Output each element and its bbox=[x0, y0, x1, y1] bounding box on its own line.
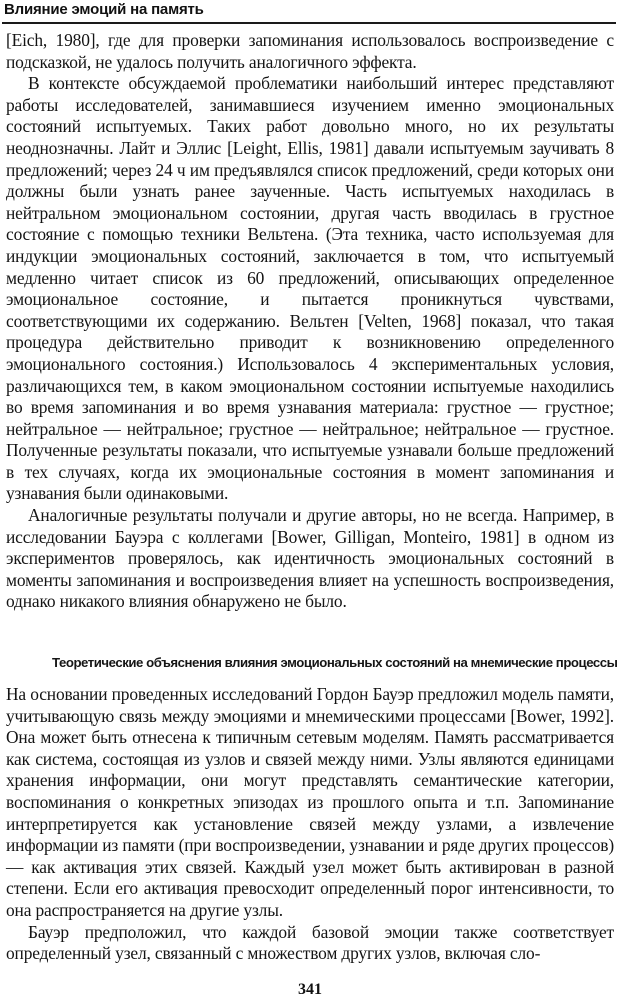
main-text-block bbox=[6, 30, 614, 613]
section-heading: Теоретические объяснения влияния эмоциональных состояний на мнемические процессы bbox=[52, 655, 618, 670]
section-text-block bbox=[6, 684, 614, 965]
running-head-title: Влияние эмоций на память bbox=[4, 1, 204, 18]
paragraph-bower-emotion-nodes: Бауэр предположил, что каждой базовой эмоции также соответствует определенный узел, связанный с множеством других узлов, включая сло- bbox=[6, 921, 614, 964]
paragraph-bower-model: На основании проведенных исследований Гордон Бауэр предложил модель памяти, учитывающую связь между эмоциями и мнемическими процессами [Bower, 1992]. Она может быть отнесена к типичным сетевым моделям. Память рассматривается как система, состоящая из узлов и связей между ними. Узлы являются единицами хранения информации, они могут представлять семантические категории, воспоминания о конкретных эпизодах из прошлого опыта и т.п. Запоминание интерпретируется как установление связей между узлами, а извлечение информации из памяти (при воспроизведении, узнавании и ряде других процессов) — как активация этих связей. Каждый узел может быть активирован в разной степени. Если его активация превосходит определенный порог интенсивности, то она распространяется на другие узлы. bbox=[6, 684, 614, 920]
page-number: 341 bbox=[298, 981, 322, 998]
paragraph-analogous-results: Аналогичные результаты получали и другие авторы, но не всегда. Например, в исследовании Бауэра с коллегами [Bower, Gilligan, Monteiro, 1981] в одном из экспериментов проверялось, как идентичность эмоциональных состояний в моменты запоминания и воспроизведения влияет на успешность воспроизведения, однако никакого влияния обнаружено не было. bbox=[6, 505, 614, 612]
paragraph-eich-continuation: [Eich, 1980], где для проверки запоминания использовалось воспроизведение с подсказкой, не удалось получить аналогичного эффекта. bbox=[6, 30, 614, 72]
paragraph-emotional-states: В контексте обсуждаемой проблематики наибольший интерес представляют работы исследователей, занимавшиеся изучением именно эмоциональных состояний испытуемых. Таких работ довольно много, но их результаты неоднозначны. Лайт и Эллис [Leight, Ellis, 1981] давали испытуемым заучивать 8 предложений; через 24 ч им предъявлялся список предложений, среди которых они должны были узнать ранее заученные. Часть испытуемых находилась в нейтральном эмоциональном состоянии, другая часть вводилась в грустное состояние с помощью техники Вельтена. (Эта техника, часто используемая для индукции эмоциональных состояний, заключается в том, что испытуемый медленно читает список из 60 предложений, описывающих определенное эмоциональное состояние, и пытается проникнуться чувствами, соответствующими их содержанию. Вельтен [Velten, 1968] показал, что такая процедура действительно приводит к возникновению определенного эмоционального состояния.) Использовалось 4 экспериментальных условия, различающихся тем, в каком эмоциональном состоянии испытуемые находились во время запоминания и во время узнавания материала: грустное — грустное; нейтральное — нейтральное; грустное — нейтральное; нейтральное — грустное. Полученные результаты показали, что испытуемые узнавали больше предложений в тех случаях, когда их эмоциональные состояния в момент запоминания и узнавания были одинаковыми. bbox=[6, 73, 614, 504]
header-rule bbox=[2, 22, 616, 24]
